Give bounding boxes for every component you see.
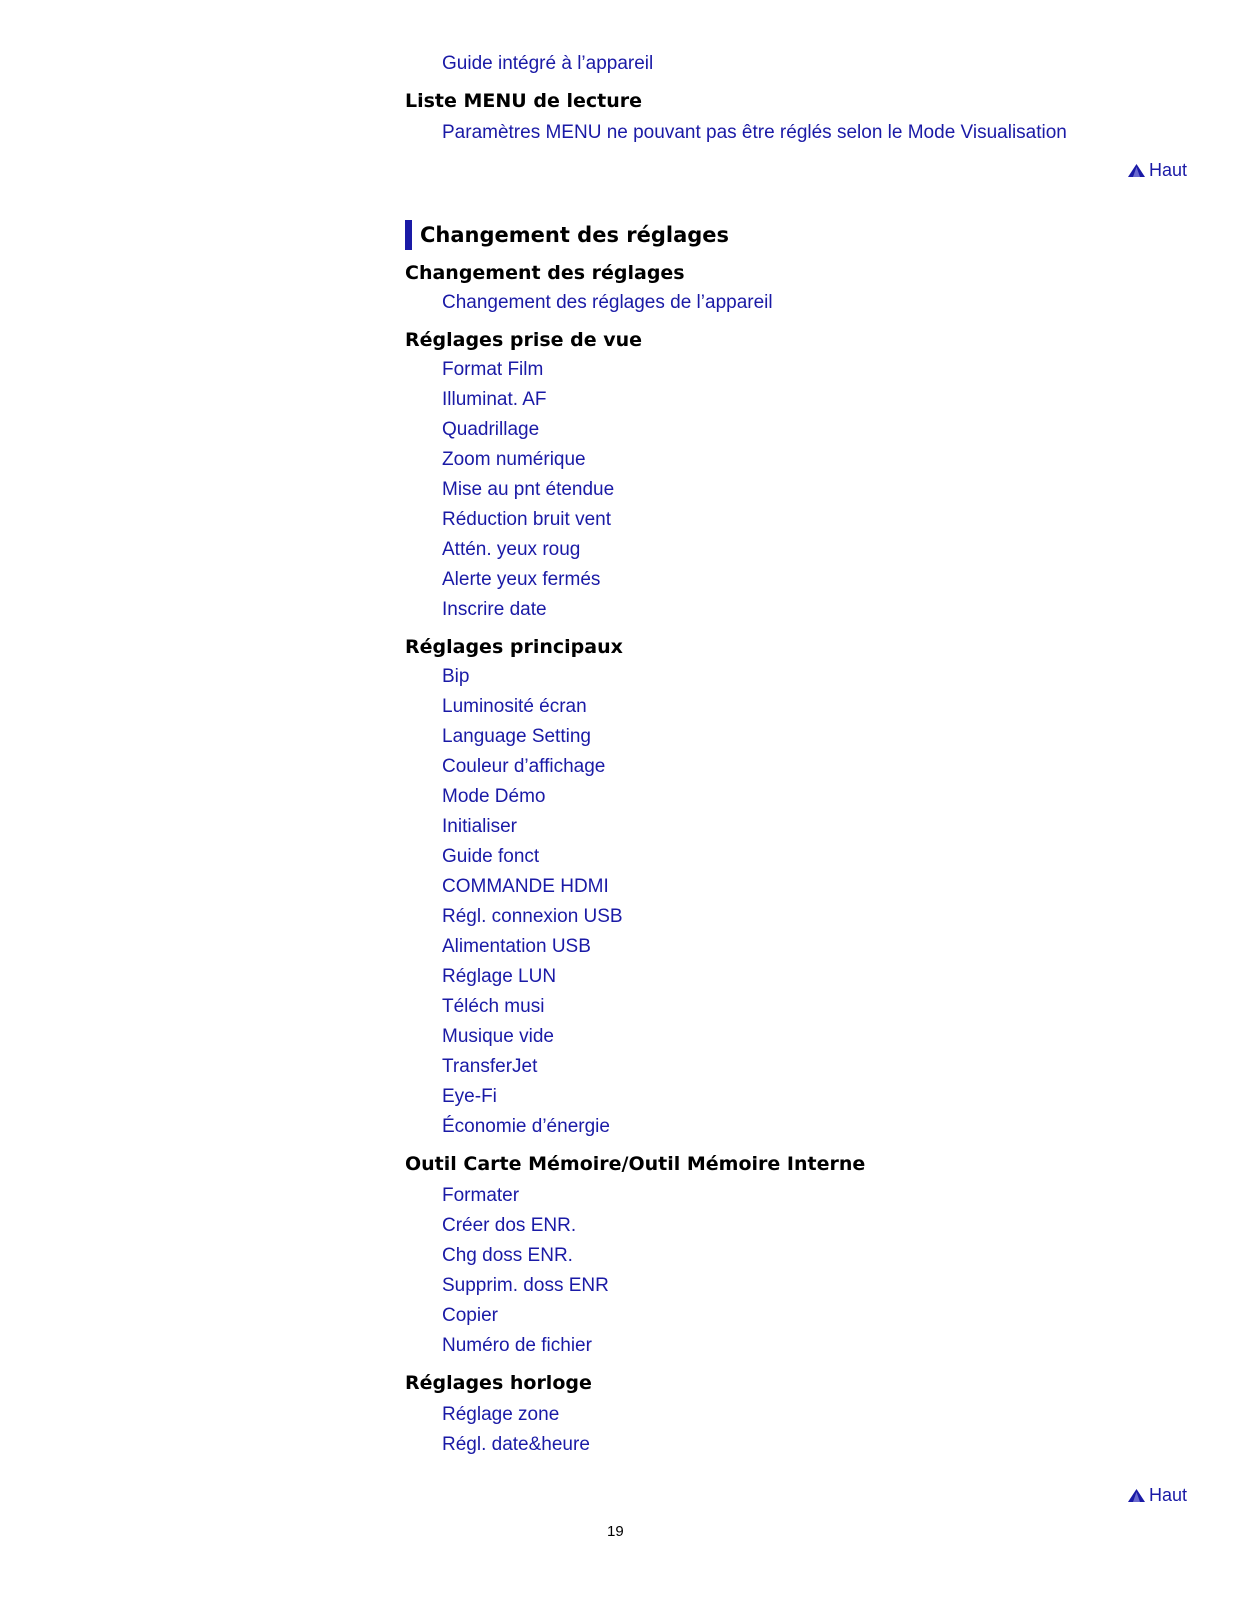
link-eye-fi[interactable]: Eye-Fi	[442, 1086, 497, 1107]
mountain-up-icon	[1128, 164, 1145, 177]
heading-liste-menu-lecture: Liste MENU de lecture	[405, 90, 642, 112]
link-reglage-lun[interactable]: Réglage LUN	[442, 966, 557, 987]
section-title	[405, 220, 729, 250]
link-bip[interactable]: Bip	[442, 666, 470, 687]
back-to-top-link[interactable]	[1128, 160, 1187, 180]
link-reduction-bruit-vent[interactable]: Réduction bruit vent	[442, 509, 611, 530]
link-formater[interactable]: Formater	[442, 1185, 520, 1206]
mountain-up-icon	[1128, 1489, 1145, 1502]
link-alimentation-usb[interactable]: Alimentation USB	[442, 936, 591, 957]
link-illuminat-af[interactable]: Illuminat. AF	[442, 389, 547, 410]
link-musique-vide[interactable]: Musique vide	[442, 1026, 554, 1047]
link-quadrillage[interactable]: Quadrillage	[442, 419, 540, 440]
section-accent-bar	[405, 220, 412, 250]
back-to-top-label: Haut	[1149, 160, 1188, 180]
group-heading-principaux: Réglages principaux	[405, 636, 623, 658]
link-commande-hdmi[interactable]: COMMANDE HDMI	[442, 876, 609, 897]
group-heading-changement: Changement des réglages	[405, 262, 685, 284]
link-transferjet[interactable]: TransferJet	[442, 1056, 538, 1077]
link-numero-fichier[interactable]: Numéro de fichier	[442, 1335, 592, 1356]
link-language-setting[interactable]: Language Setting	[442, 726, 591, 747]
link-guide-fonct[interactable]: Guide fonct	[442, 846, 540, 867]
link-mode-demo[interactable]: Mode Démo	[442, 786, 546, 807]
link-mise-au-pnt-etendue[interactable]: Mise au pnt étendue	[442, 479, 615, 500]
group-heading-outil-carte-memoire: Outil Carte Mémoire/Outil Mémoire Interne	[405, 1153, 866, 1175]
link-format-film[interactable]: Format Film	[442, 359, 544, 380]
link-regl-connexion-usb[interactable]: Régl. connexion USB	[442, 906, 623, 927]
back-to-top-label: Haut	[1149, 1485, 1188, 1505]
link-inscrire-date[interactable]: Inscrire date	[442, 599, 547, 620]
group-heading-horloge: Réglages horloge	[405, 1372, 592, 1394]
link-chg-doss-enr[interactable]: Chg doss ENR.	[442, 1245, 573, 1266]
link-regl-date-heure[interactable]: Régl. date&heure	[442, 1434, 590, 1455]
link-supprim-doss-enr[interactable]: Supprim. doss ENR	[442, 1275, 609, 1296]
link-initialiser[interactable]: Initialiser	[442, 816, 517, 837]
section-title-text: Changement des réglages	[420, 223, 730, 247]
link-copier[interactable]: Copier	[442, 1305, 498, 1326]
page-number: 19	[607, 1523, 624, 1540]
group-heading-prise-de-vue: Réglages prise de vue	[405, 329, 643, 351]
link-changement-reglages-appareil[interactable]: Changement des réglages de l’appareil	[442, 292, 773, 313]
link-luminosite-ecran[interactable]: Luminosité écran	[442, 696, 587, 717]
link-alerte-yeux-fermes[interactable]: Alerte yeux fermés	[442, 569, 601, 590]
link-creer-dos-enr[interactable]: Créer dos ENR.	[442, 1215, 577, 1236]
back-to-top-link-bottom[interactable]	[1128, 1485, 1187, 1505]
link-economie-energie[interactable]: Économie d’énergie	[442, 1116, 610, 1137]
link-telech-musi[interactable]: Téléch musi	[442, 996, 545, 1017]
link-parametres-menu[interactable]: Paramètres MENU ne pouvant pas être réglés selon le Mode Visualisation	[442, 122, 1067, 143]
link-atten-yeux-roug[interactable]: Attén. yeux roug	[442, 539, 581, 560]
link-zoom-numerique[interactable]: Zoom numérique	[442, 449, 586, 470]
link-guide-integre[interactable]: Guide intégré à l’appareil	[442, 53, 654, 74]
link-couleur-affichage[interactable]: Couleur d’affichage	[442, 756, 606, 777]
link-reglage-zone[interactable]: Réglage zone	[442, 1404, 560, 1425]
